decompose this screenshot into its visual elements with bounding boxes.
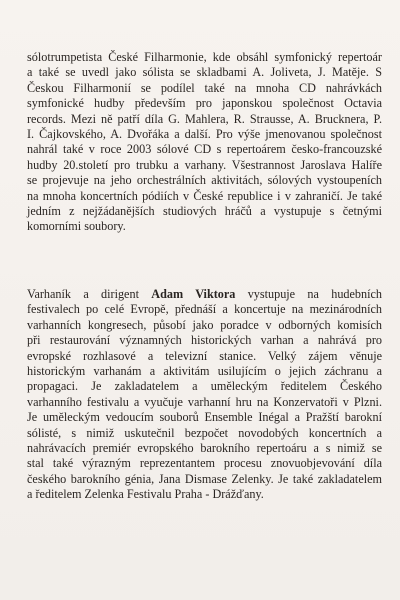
paragraph-halir-biography — [27, 50, 382, 235]
paragraph-viktora-biography — [27, 287, 382, 502]
text-fragment: vystupuje na hudebních — [247, 287, 383, 301]
text-line: symfonické hudby především pro japonskou společnost Octavia — [27, 96, 382, 111]
text-line: při restaurování významných historických varhan a nahrává pro — [27, 333, 382, 348]
text-line: jedním z nejžádanějších studiových hráčů a vystupuje s četnými — [27, 203, 382, 218]
text-line: Českou Filharmonií se podílel také na mnoha CD nahrávkách — [27, 80, 382, 95]
text-line: Je uměleckým vedoucím souborů Ensemble Inégal a Pražští barokní — [27, 410, 382, 425]
text-line: komorními soubory. — [27, 219, 126, 234]
text-line: sólotrumpetista České Filharmonie, kde obsáhl symfonický repertoár — [27, 50, 382, 64]
text-line: evropské rozhlasové a televizní stanice. Velký zájem věnuje — [27, 348, 382, 363]
text-line: hudby 20.století pro trubku a varhany. Všestrannost Jaroslava Halíře — [27, 157, 382, 172]
text-line: a také se uvedl jako sólista se skladbami A. Jolivetа, J. Matěje. S — [27, 65, 382, 80]
artist-name: Adam Viktora — [151, 287, 236, 301]
text-line: nahrávacích premiér evropského barokního repertoáru a s nimiž se — [27, 440, 382, 455]
text-line: historickým varhanám a aktivitám usilujícím o jejich záchranu a — [27, 363, 382, 378]
text-line: varhanních kongresech, působí jako poradce v odborných komisích — [27, 317, 382, 332]
text-line: varhanního festivalu a vyučuje varhanní hru na Konzervatoři v Plzni. — [27, 394, 382, 409]
text-line: nahrál také v roce 2003 sólové CD s repertoárem česko-francouzské — [27, 142, 382, 157]
text-line: na mnoha koncertních pódiích v České republice i v zahraničí. Je také — [27, 188, 382, 203]
text-line: se projevuje na jeho orchestrálních aktivitách, sólových vystoupeních — [27, 173, 382, 188]
text-line: sólisté, s nimiž uskutečnil bezpočet novodobých koncertních a — [27, 425, 382, 440]
text-line-first — [27, 287, 382, 302]
text-line: českého barokního génia, Jana Dismase Zelenky. Je také zakladatelem — [27, 471, 382, 486]
text-line: stal také výrazným reprezentantem procesu znovuobjevování díla — [27, 456, 382, 471]
text-fragment: Varhaník a dirigent — [27, 287, 139, 301]
text-line: records. Mezi ně patří díla G. Mahlera, R. Strausse, A. Brucknera, P. — [27, 111, 382, 126]
text-line: festivalech po celé Evropě, přednáší a koncertuje na mezinárodních — [27, 302, 382, 317]
text-line: propagaci. Je zakladatelem a uměleckým ředitelem Českého — [27, 379, 382, 394]
text-line: I. Čajkovského, A. Dvořáka a další. Pro výše jmenovanou společnost — [27, 126, 382, 141]
text-line: a ředitelem Zelenka Festivalu Praha - Drážďany. — [27, 487, 264, 502]
